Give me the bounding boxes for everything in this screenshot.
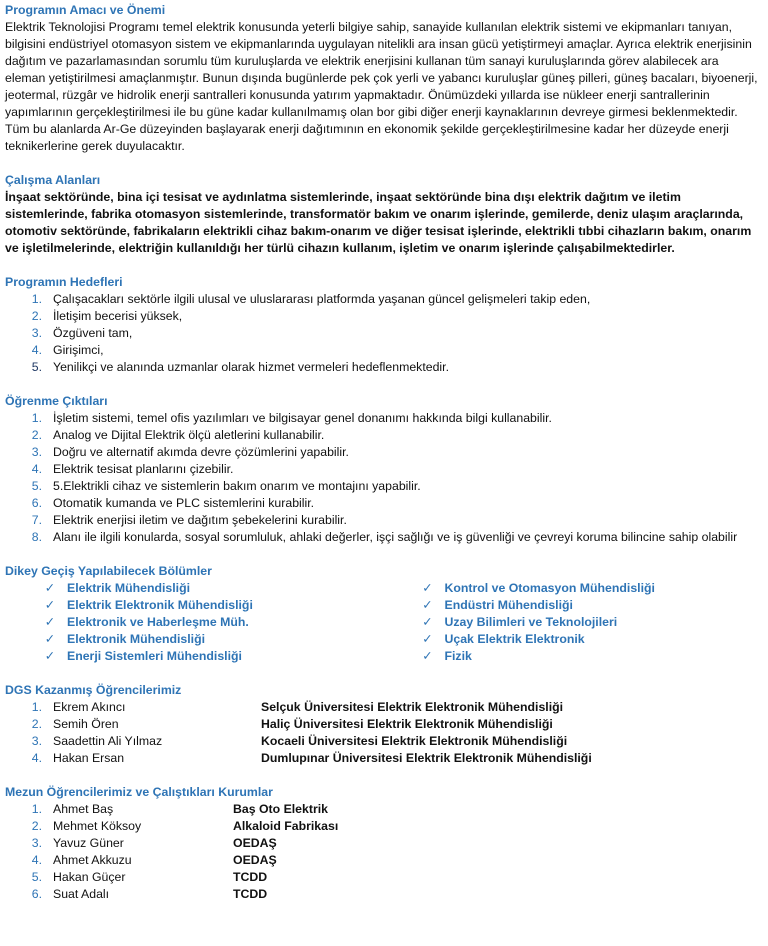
list-number: 2. [31, 309, 42, 323]
checklist-item [5, 631, 383, 648]
checklist-item [383, 597, 761, 614]
list-text: İletişim becerisi yüksek, [53, 309, 183, 323]
mezun-list [5, 801, 760, 903]
dikey-left-column [5, 580, 383, 665]
list-item [5, 886, 760, 903]
list-item [5, 359, 760, 376]
section-heading-amac: Programın Amacı ve Önemi [5, 3, 166, 17]
list-item [5, 291, 760, 308]
list-number: 2. [31, 819, 42, 833]
list-item [5, 699, 760, 716]
graduate-name: Hakan Güçer [53, 870, 126, 884]
list-number: 4. [31, 853, 42, 867]
student-name: Ekrem Akıncı [53, 700, 126, 714]
graduate-name: Ahmet Akkuzu [53, 853, 132, 867]
graduate-name: Yavuz Güner [53, 836, 124, 850]
checklist-text: Elektronik Mühendisliği [67, 632, 206, 646]
student-school: Selçuk Üniversitesi Elektrik Elektronik Mühendisliği [261, 700, 564, 714]
checklist-text: Elektrik Elektronik Mühendisliği [67, 598, 253, 612]
section-heading-dgs: DGS Kazanmış Öğrencilerimiz [5, 683, 182, 697]
checklist-item [5, 597, 383, 614]
list-item [5, 444, 760, 461]
graduate-org: TCDD [233, 887, 268, 901]
graduate-name: Suat Adalı [53, 887, 110, 901]
graduate-org: OEDAŞ [233, 836, 277, 850]
list-item [5, 325, 760, 342]
checkmark-icon: ✓ [422, 615, 433, 629]
list-text: Doğru ve alternatif akımda devre çözümlerini yapabilir. [53, 445, 349, 459]
list-number: 5. [31, 870, 42, 884]
list-number: 3. [31, 445, 42, 459]
checklist-text: Elektronik ve Haberleşme Müh. [67, 615, 249, 629]
checklist-text: Uzay Bilimleri ve Teknolojileri [444, 615, 618, 629]
list-text: Çalışacakları sektörle ilgili ulusal ve uluslararası platformda yaşanan güncel gelişmeleri takip eden, [53, 292, 591, 306]
student-name: Saadettin Ali Yılmaz [53, 734, 163, 748]
calisma-paragraph: İnşaat sektöründe, bina içi tesisat ve aydınlatma sistemlerinde, inşaat sektöründe bina dışı elektrik dağıtım ve iletim sistemlerinde, fabrika otomasyon sistemlerinde, transformatör bakım ve onarım işlerinde, gemilerde, deniz ulaşım araçlarında, otomotiv sektöründe, fabrikaların elektrikli cihaz bakım-onarım ve diğer tesisat işlerinde, elektrikli tıbbi cihazların bakım, onarım ve işletilmelerinde, elektriğin kullanıldığı her türlü cihazın kullanım, işletim ve onarım işlerinde çalışabilmektedirler. [5, 190, 752, 255]
student-name: Hakan Ersan [53, 751, 125, 765]
list-number: 4. [31, 751, 42, 765]
checklist-item [5, 614, 383, 631]
list-item [5, 801, 760, 818]
checkmark-icon: ✓ [422, 649, 433, 663]
list-number: 1. [31, 700, 42, 714]
list-text: Analog ve Dijital Elektrik ölçü aletlerini kullanabilir. [53, 428, 325, 442]
student-name: Semih Ören [53, 717, 119, 731]
list-number: 5. [31, 360, 42, 374]
list-text: Girişimci, [53, 343, 104, 357]
list-item [5, 512, 760, 529]
list-number: 1. [31, 411, 42, 425]
list-number: 6. [31, 887, 42, 901]
list-item [5, 410, 760, 427]
list-number: 5. [31, 479, 42, 493]
checkmark-icon: ✓ [44, 581, 55, 595]
list-number: 4. [31, 343, 42, 357]
student-school: Kocaeli Üniversitesi Elektrik Elektronik Mühendisliği [261, 734, 568, 748]
graduate-org: Alkaloid Fabrikası [233, 819, 339, 833]
checklist-item [383, 631, 761, 648]
amac-paragraph: Elektrik Teknolojisi Programı temel elektrik konusunda yeterli bilgiye sahip, sanayide kullanılan elektrik sistemi ve ekipmanları tanıyan, bilgisini endüstriyel otomasyon sistem ve ekipmanlarında uygulayan nitelikli ara insan gücü yetiştirmeyi amaçlar. Ayrıca elektrik enerjisinin dağıtım ve pazarlamasından sorumlu tüm kuruluşlarda ve elektrik enerjisini kullanan tüm sanayi kuruluşlarında görev alabilecek ara eleman yetiştirilmesi amaçlanmıştır. Bunun dışında bugünlerde pek çok yerli ve yabancı kuruluşlar güneş pilleri, güneş bacaları, biyoenerji, jeotermal, rüzgâr ve hidrolik enerji santralleri konusunda yatırım yapmaktadır. Önümüzdeki yıllarda ise nükleer enerji santrallerinin yapımlarının gerçekleştirilmesi ile bu güne kadar kullanılmamış olan bor gibi diğer enerji kaynaklarının devreye girmesi beklenmektedir. Tüm bu alanlarda Ar-Ge düzeyinden başlayarak enerji dağıtımının en ekonomik şekilde gerçekleştirilmesine kadar her düzeyde enerji teknikerlerine gerek duyulacaktır. [5, 20, 758, 153]
list-item [5, 733, 760, 750]
list-number: 2. [31, 717, 42, 731]
graduate-org: TCDD [233, 870, 268, 884]
checklist-text: Enerji Sistemleri Mühendisliği [67, 649, 242, 663]
list-number: 3. [31, 836, 42, 850]
list-number: 3. [31, 326, 42, 340]
list-item [5, 308, 760, 325]
graduate-name: Ahmet Baş [53, 802, 114, 816]
checklist-item [5, 648, 383, 665]
checkmark-icon: ✓ [44, 615, 55, 629]
section-heading-dikey: Dikey Geçiş Yapılabilecek Bölümler [5, 564, 212, 578]
list-text: Alanı ile ilgili konularda, sosyal sorumluluk, ahlaki değerler, işçi sağlığı ve iş güvenliği ve çevreyi koruma bilincine sahip olabilir [53, 530, 738, 544]
section-heading-ciktilar: Öğrenme Çıktıları [5, 394, 108, 408]
checklist-item [5, 580, 383, 597]
list-text: İşletim sistemi, temel ofis yazılımları ve bilgisayar genel donanımı hakkında bilgi kullanabilir. [53, 411, 552, 425]
list-item [5, 716, 760, 733]
list-text: Elektrik tesisat planlarını çizebilir. [53, 462, 234, 476]
graduate-org: OEDAŞ [233, 853, 277, 867]
list-item [5, 478, 760, 495]
dgs-list [5, 699, 760, 767]
checkmark-icon: ✓ [422, 632, 433, 646]
list-item [5, 835, 760, 852]
list-number: 2. [31, 428, 42, 442]
list-number: 3. [31, 734, 42, 748]
list-text: Otomatik kumanda ve PLC sistemlerini kurabilir. [53, 496, 315, 510]
list-number: 1. [31, 292, 42, 306]
checklist-text: Fizik [444, 649, 472, 663]
checkmark-icon: ✓ [44, 632, 55, 646]
graduate-org: Baş Oto Elektrik [233, 802, 328, 816]
section-heading-mezun: Mezun Öğrencilerimiz ve Çalıştıkları Kurumlar [5, 785, 273, 799]
list-number: 6. [31, 496, 42, 510]
checklist-text: Uçak Elektrik Elektronik [444, 632, 585, 646]
list-text: Yenilikçi ve alanında uzmanlar olarak hizmet vermeleri hedeflenmektedir. [53, 360, 449, 374]
student-school: Haliç Üniversitesi Elektrik Elektronik Mühendisliği [261, 717, 553, 731]
list-item [5, 818, 760, 835]
list-text: Elektrik enerjisi iletim ve dağıtım şebekelerini kurabilir. [53, 513, 347, 527]
list-item [5, 852, 760, 869]
list-text: Özgüveni tam, [53, 326, 133, 340]
list-text: 5.Elektrikli cihaz ve sistemlerin bakım onarım ve montajını yapabilir. [53, 479, 421, 493]
section-heading-calisma: Çalışma Alanları [5, 173, 101, 187]
list-number: 8. [31, 530, 42, 544]
checklist-text: Elektrik Mühendisliği [67, 581, 190, 595]
list-item [5, 495, 760, 512]
list-number: 4. [31, 462, 42, 476]
list-item [5, 427, 760, 444]
list-number: 7. [31, 513, 42, 527]
checklist-item [383, 648, 761, 665]
list-item [5, 529, 760, 546]
list-item [5, 750, 760, 767]
list-item [5, 342, 760, 359]
checklist-item [383, 580, 761, 597]
section-heading-hedefler: Programın Hedefleri [5, 275, 123, 289]
hedefler-list [5, 291, 760, 376]
checkmark-icon: ✓ [44, 598, 55, 612]
graduate-name: Mehmet Köksoy [53, 819, 142, 833]
checkmark-icon: ✓ [44, 649, 55, 663]
list-item [5, 461, 760, 478]
checklist-item [383, 614, 761, 631]
ciktilar-list [5, 410, 760, 546]
list-number: 1. [31, 802, 42, 816]
list-item [5, 869, 760, 886]
checklist-text: Endüstri Mühendisliği [444, 598, 573, 612]
checklist-text: Kontrol ve Otomasyon Mühendisliği [444, 581, 655, 595]
student-school: Dumlupınar Üniversitesi Elektrik Elektronik Mühendisliği [261, 751, 592, 765]
dikey-right-column [383, 580, 761, 665]
checkmark-icon: ✓ [422, 581, 433, 595]
checkmark-icon: ✓ [422, 598, 433, 612]
dikey-columns [5, 580, 760, 665]
